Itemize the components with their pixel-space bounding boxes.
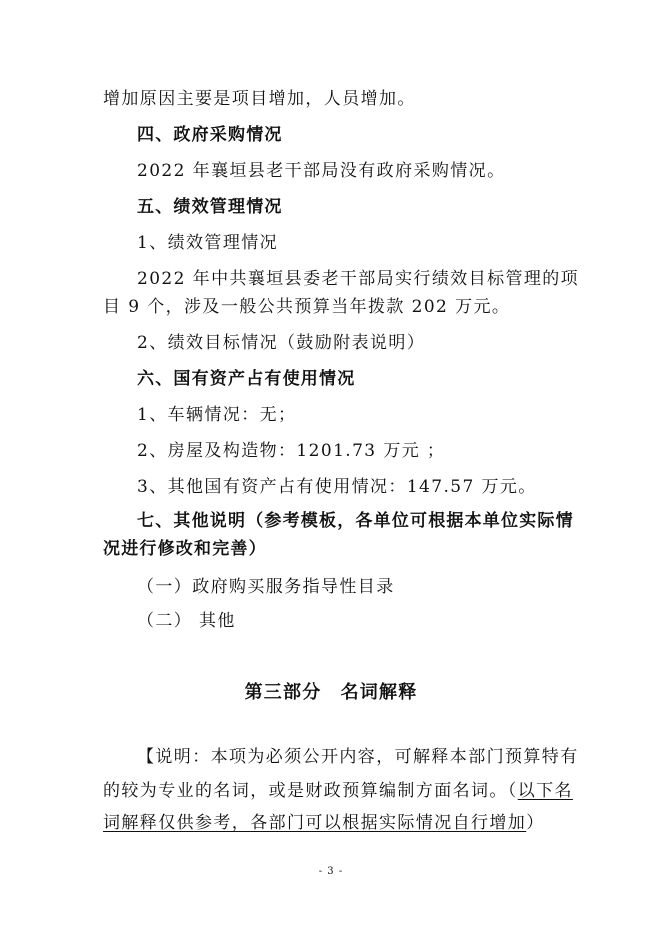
note-paragraph-line: 【说明：本项为必须公开内容，可解释本部门预算特有: [137, 747, 579, 767]
note-text: 的较为专业的名词，或是财政预算编制方面名词。（: [103, 781, 518, 801]
list-item-buildings: 2、房屋及构造物：1201.73 万元 ；: [137, 441, 446, 461]
section-heading-performance: 五、绩效管理情况: [137, 197, 283, 217]
list-item-purchase-services: （一）政府购买服务指导性目录: [137, 577, 395, 597]
subheading-performance-management: 1、绩效管理情况: [137, 233, 279, 253]
underlined-note-text: 以下名: [517, 781, 573, 801]
section-heading-state-assets: 六、国有资产占有使用情况: [137, 369, 356, 389]
list-item-vehicles: 1、车辆情况：无；: [137, 405, 297, 425]
paragraph-line: 2022 年中共襄垣县委老干部局实行绩效目标管理的项: [137, 269, 580, 289]
list-item-other: （二） 其他: [137, 611, 236, 631]
section-heading-other-notes-continued: 况进行修改和完善）: [103, 539, 267, 559]
section-heading-other-notes: 七、其他说明（参考模板，各单位可根据本单位实际情: [137, 511, 574, 531]
paragraph-line: 增加原因主要是项目增加，人员增加。: [103, 89, 416, 109]
underlined-note-text: 词解释仅供参考，各部门可以根据实际情况自行增加: [103, 813, 527, 833]
section-heading-procurement: 四、政府采购情况: [137, 125, 283, 145]
paragraph-line: 2022 年襄垣县老干部局没有政府采购情况。: [137, 161, 506, 181]
note-paragraph-line: [103, 780, 573, 802]
page-number: - 3 -: [318, 866, 344, 877]
part-title: 第三部分 名词解释: [244, 682, 418, 703]
subheading-performance-targets: 2、绩效目标情况（鼓励附表说明）: [137, 333, 426, 353]
note-text: ）: [526, 813, 545, 833]
note-paragraph-line: [103, 812, 563, 834]
paragraph-line: 目 9 个，涉及一般公共预算当年拨款 202 万元。: [103, 297, 511, 317]
list-item-other-assets: 3、其他国有资产占有使用情况：147.57 万元。: [137, 477, 537, 497]
